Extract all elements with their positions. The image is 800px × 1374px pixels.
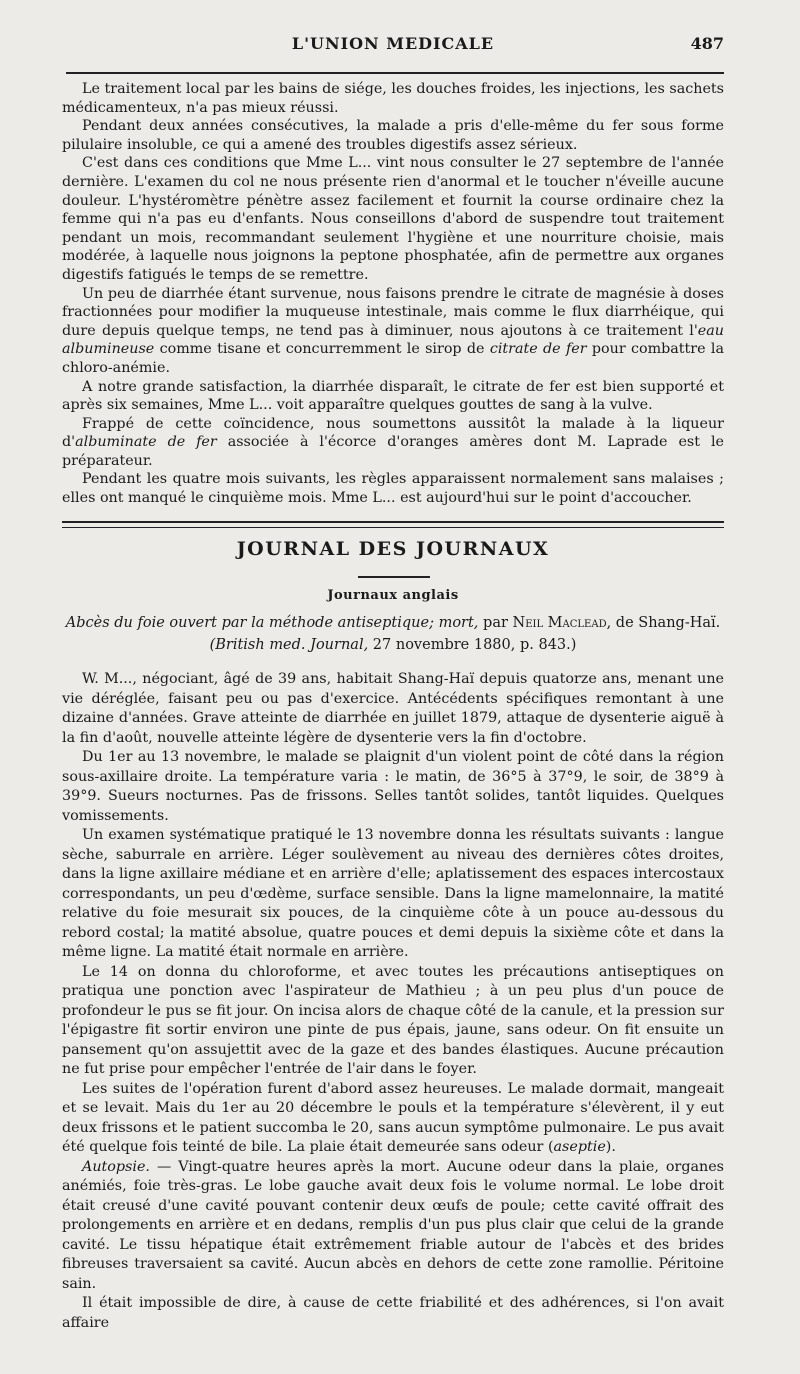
- text: , de Shang-Haï.: [606, 615, 721, 631]
- paragraph: [62, 1080, 724, 1158]
- paragraph: A notre grande satisfaction, la diarrhée disparaît, le citrate de fer est bien supporté et après six semaines, Mme L... voit apparaître quelques gouttes de sang à la vulve.: [62, 378, 724, 414]
- italic-term: citrate de fer: [489, 341, 587, 358]
- italic-term: eau albumineuse: [62, 322, 724, 358]
- paragraph: Du 1er au 13 novembre, le malade se plaignit d'un violent point de côté dans la région sous-axillaire droite. La température varia : le matin, de 36°5 à 37°9, le soir, de 38°9 à 39°9. Sueurs nocturnes. Pas de frissons. Selles tantôt solides, tantôt liquides. Quelques vomissements.: [62, 749, 724, 824]
- source-italic: (British med. Journal,: [209, 637, 369, 653]
- article-source-line: [62, 634, 724, 656]
- author: Neil Maclead: [512, 615, 607, 631]
- article-body: [62, 670, 724, 1333]
- short-rule: [358, 576, 430, 578]
- case-report: [62, 80, 724, 508]
- autopsy-label: Autopsie.: [82, 1158, 150, 1175]
- italic-term: aseptie: [553, 1139, 606, 1155]
- italic-term: albuminate de fer: [75, 434, 217, 451]
- text: Les suites de l'opération furent d'abord assez heureuses. Le malade dormait, mangeait et se levait. Mais du 1er au 20 décembre le pouls et la température s'élevèrent, il y eut deux frissons et le patient succomba le 20, sans aucun symptôme pulmonaire. Le pus avait été quelque fois teinté de bile. La plaie était demeurée sans odeur (: [62, 1080, 724, 1155]
- page-number: 487: [690, 34, 724, 53]
- paragraph: Le traitement local par les bains de siége, les douches froides, les injections, les sachets médicamenteux, n'a pas mieux réussi.: [62, 81, 724, 116]
- article-title-italic: Abcès du foie ouvert par la méthode antiseptique; mort,: [65, 615, 479, 631]
- paragraph: [62, 285, 724, 378]
- paragraph: [62, 1158, 724, 1295]
- paragraph: Un examen systématique pratiqué le 13 novembre donna les résultats suivants : langue sèche, saburrale en arrière. Léger soulèvement au niveau des dernières côtes droites, dans la ligne axillaire médiane et en arrière d'elle; aplatissement des espaces intercostaux correspondants, un peu d'œdème, surface sensible. Dans la ligne mamelonnaire, la matité relative du foie mesurait six pouces, de la cinquième côte à un pouce au-dessous du rebord costal; la matité absolue, quatre pouces et demi depuis la sixième côte et dans la même ligne. La matité était normale en arrière.: [62, 827, 724, 960]
- text: — Vingt-quatre heures après la mort. Aucune odeur dans la plaie, organes anémiés, foie très-gras. Le lobe gauche avait deux fois le volume normal. Le lobe droit était creusé d'une cavité pouvant contenir deux œufs de poule; cette cavité offrait des prolongements en arrière et en dedans, remplis d'un pus plus clair que celui de la grande cavité. Le tissu hépatique était extrêmement friable autour de l'abcès et des brides fibreuses traversaient sa cavité. Aucun abcès en dehors de cette zone ramollie. Péritoine sain.: [62, 1158, 724, 1292]
- paragraph: Il était impossible de dire, à cause de cette friabilité et des adhérences, si l'on avait affaire: [62, 1295, 724, 1331]
- text: pour combattre la chloro-anémie.: [62, 341, 725, 376]
- journal-title: JOURNAL DES JOURNAUX: [236, 538, 550, 560]
- article-title: [62, 612, 724, 656]
- text: ).: [605, 1139, 616, 1155]
- text: Un peu de diarrhée étant survenue, nous faisons prendre le citrate de magnésie à doses fractionnées pour modifier la muqueuse intestinale, mais comme le flux diarrhéique, qui dure depuis quelque temps, ne tend pas à diminuer, nous ajoutons à ce traitement l': [62, 285, 724, 339]
- paragraph: Le 14 on donna du chloroforme, et avec toutes les précautions antiseptiques on pratiqua une ponction avec l'aspirateur de Mathieu ; à un peu plus d'un pouce de profondeur le pus se fit jour. On incisa alors de chaque côté de la canule, et la pression sur l'épigastre fit sortir environ une pinte de pus épais, jaune, sans odeur. On fit ensuite un pansement qu'on assujettit avec de la gaze et des bandes élastiques. Aucune précaution ne fut prise pour empêcher l'entrée de l'air dans le foyer.: [62, 963, 724, 1077]
- running-title: L'UNION MEDICALE: [291, 34, 495, 53]
- text: Frappé de cette coïncidence, nous soumettons aussitôt la malade à la liqueur d': [62, 415, 724, 451]
- paragraph: [62, 415, 724, 471]
- paragraph: W. M..., négociant, âgé de 39 ans, habitait Shang-Haï depuis quatorze ans, menant une vie déréglée, faisant peu ou pas d'exercice. Antécédents spécifiques remontant à une dizaine d'années. Grave atteinte de diarrhée en juillet 1879, attaque de dysenterie aiguë à la fin d'août, nouvelle atteinte légère de dysenterie vers la fin d'octobre.: [62, 671, 724, 746]
- running-header: [62, 30, 724, 60]
- text: associée à l'écorce d'oranges amères dont M. Laprade est le préparateur.: [62, 434, 724, 469]
- text: 27 novembre 1880, p. 843.): [368, 637, 577, 653]
- section-double-rule: [62, 521, 724, 528]
- text: par: [478, 615, 513, 631]
- article-title-line: [62, 612, 724, 634]
- header-rule: [66, 72, 724, 74]
- paragraph: Pendant deux années consécutives, la malade a pris d'elle-même du fer sous forme pilulaire insoluble, ce qui a amené des troubles digestifs assez sérieux.: [62, 118, 724, 153]
- section-title: Journaux anglais: [327, 588, 459, 603]
- paragraph: Pendant les quatre mois suivants, les règles apparaissent normalement sans malaises ; elles ont manqué le cinquième mois. Mme L... est aujourd'hui sur le point d'accoucher.: [62, 471, 724, 507]
- paragraph: C'est dans ces conditions que Mme L... vint nous consulter le 27 septembre de l'année dernière. L'examen du col ne nous présente rien d'anormal et le toucher n'éveille aucune douleur. L'hystéromètre pénètre assez facilement et fournit la course ordinaire chez la femme qui n'a pas eu d'enfants. Nous conseillons d'abord de suspendre tout traitement pendant un mois, recommandant seulement l'hygiène et une nourriture choisie, mais modérée, à laquelle nous joignons la peptone phosphatée, afin de permettre aux organes digestifs fatigués le temps de se remettre.: [62, 155, 724, 283]
- text: comme tisane et concurremment le sirop de: [154, 341, 490, 358]
